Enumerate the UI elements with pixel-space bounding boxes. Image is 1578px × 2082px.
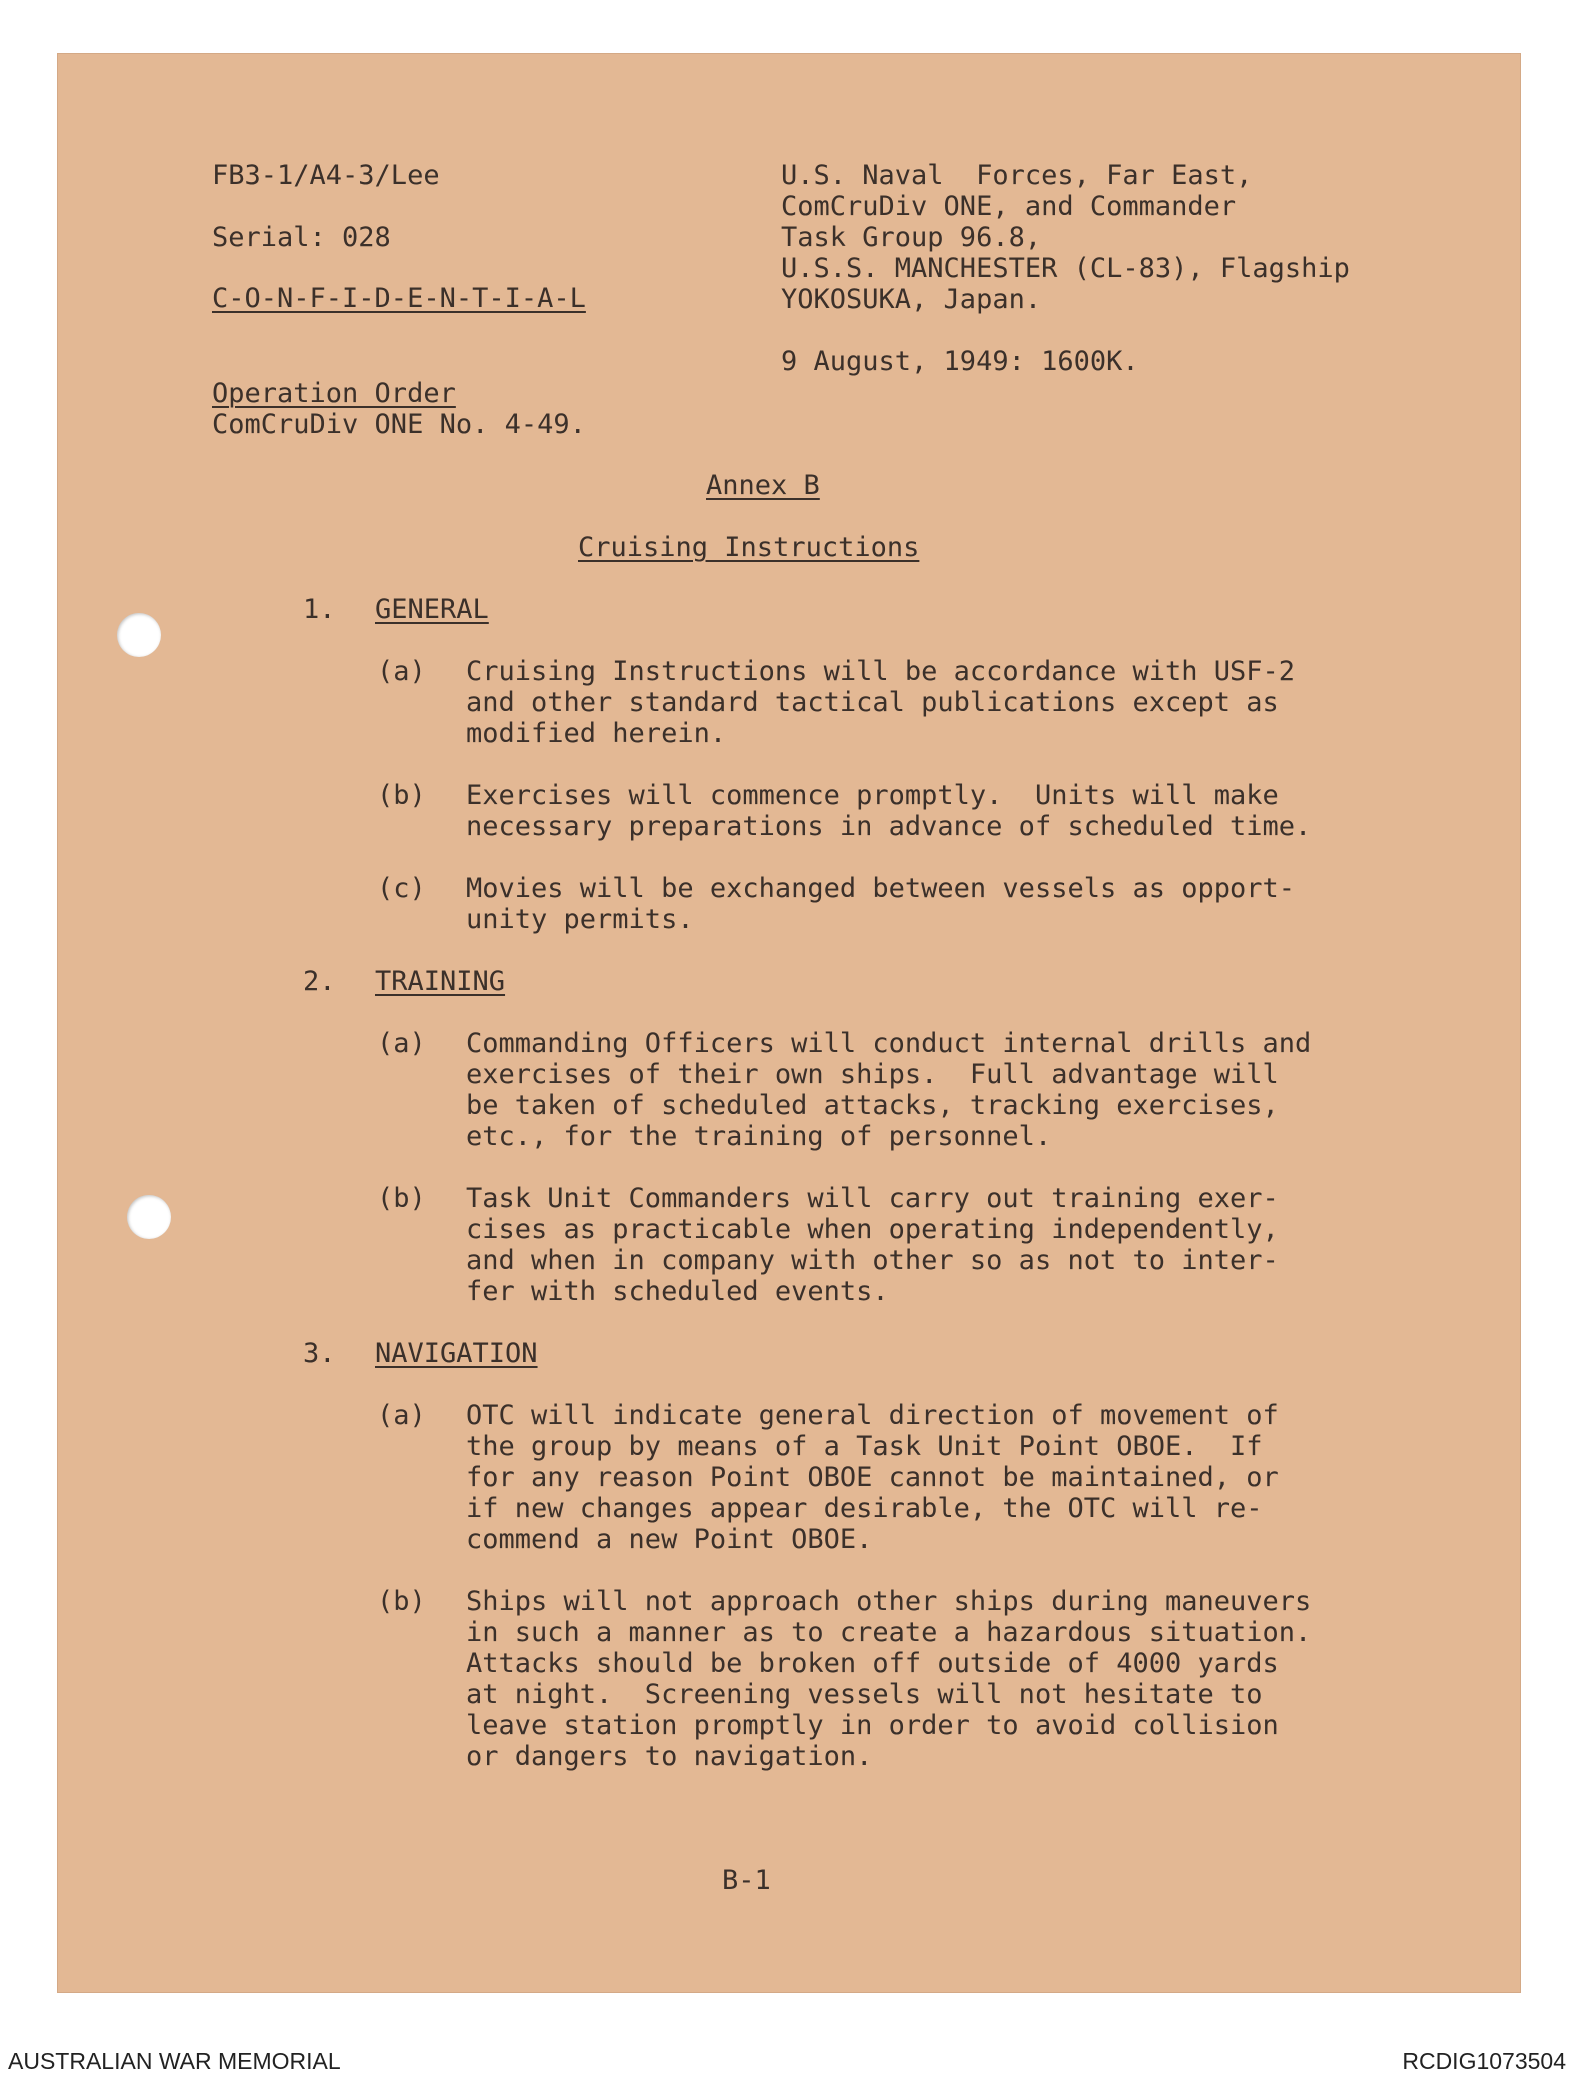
originator-line-1: U.S. Naval Forces, Far East, [781,160,1253,191]
item-2a-text: Commanding Officers will conduct internal drills and exercises of their own ships. Full advantage will be taken of scheduled attacks, tracking exercises, etc., for the training of personnel. [466,1028,1312,1152]
serial-number: Serial: 028 [212,222,391,253]
document-title: Cruising Instructions [578,532,920,563]
section-2-heading: TRAINING [375,966,506,997]
classification-marking: C-O-N-F-I-D-E-N-T-I-A-L [212,283,586,314]
annex-label: Annex B [706,470,820,501]
item-1a-text: Cruising Instructions will be accordance with USF-2 and other standard tactical publications except as modified herein. [466,656,1296,749]
section-3-heading: NAVIGATION [375,1338,538,1369]
punch-hole-lower [127,1195,171,1239]
item-2b-text: Task Unit Commanders will carry out training exer- cises as practicable when operating independently, and when in company with other so as not to inter- fer with scheduled events. [466,1183,1279,1307]
originator-line-5: YOKOSUKA, Japan. [781,284,1042,315]
item-1c-text: Movies will be exchanged between vessels as opport- unity permits. [466,873,1296,935]
originator-line-4: U.S.S. MANCHESTER (CL-83), Flagship [781,253,1350,284]
item-1b-text: Exercises will commence promptly. Units will make necessary preparations in advance of scheduled time. [466,780,1312,842]
item-3a-label: (a) [377,1400,426,1431]
item-3a-text: OTC will indicate general direction of movement of the group by means of a Task Unit Point OBOE. If for any reason Point OBOE cannot be maintained, or if new changes appear desirable, the OTC will re- commend a new Point OBOE. [466,1400,1279,1555]
item-1a-label: (a) [377,656,426,687]
section-1-heading: GENERAL [375,594,489,625]
date-time-group: 9 August, 1949: 1600K. [781,346,1139,377]
originator-line-2: ComCruDiv ONE, and Commander [781,191,1237,222]
item-2b-label: (b) [377,1183,426,1214]
section-1-number: 1. [303,594,336,625]
item-1b-label: (b) [377,780,426,811]
operation-order-number: ComCruDiv ONE No. 4-49. [212,409,586,440]
file-reference: FB3-1/A4-3/Lee [212,160,440,191]
section-2-number: 2. [303,966,336,997]
item-3b-label: (b) [377,1586,426,1617]
section-3-number: 3. [303,1338,336,1369]
archive-reference-id: RCDIG1073504 [1402,2048,1566,2074]
item-1c-label: (c) [377,873,426,904]
item-3b-text: Ships will not approach other ships during maneuvers in such a manner as to create a hazardous situation. Attacks should be broken off outside of 4000 yards at night. Screening vessels will not hesitate to leave station promptly in order to avoid collision or dangers to navigation. [466,1586,1312,1772]
archive-credit: AUSTRALIAN WAR MEMORIAL [8,2048,341,2074]
page-number: B-1 [722,1865,771,1896]
operation-order-title: Operation Order [212,378,456,409]
originator-line-3: Task Group 96.8, [781,222,1042,253]
punch-hole-upper [117,613,161,657]
item-2a-label: (a) [377,1028,426,1059]
